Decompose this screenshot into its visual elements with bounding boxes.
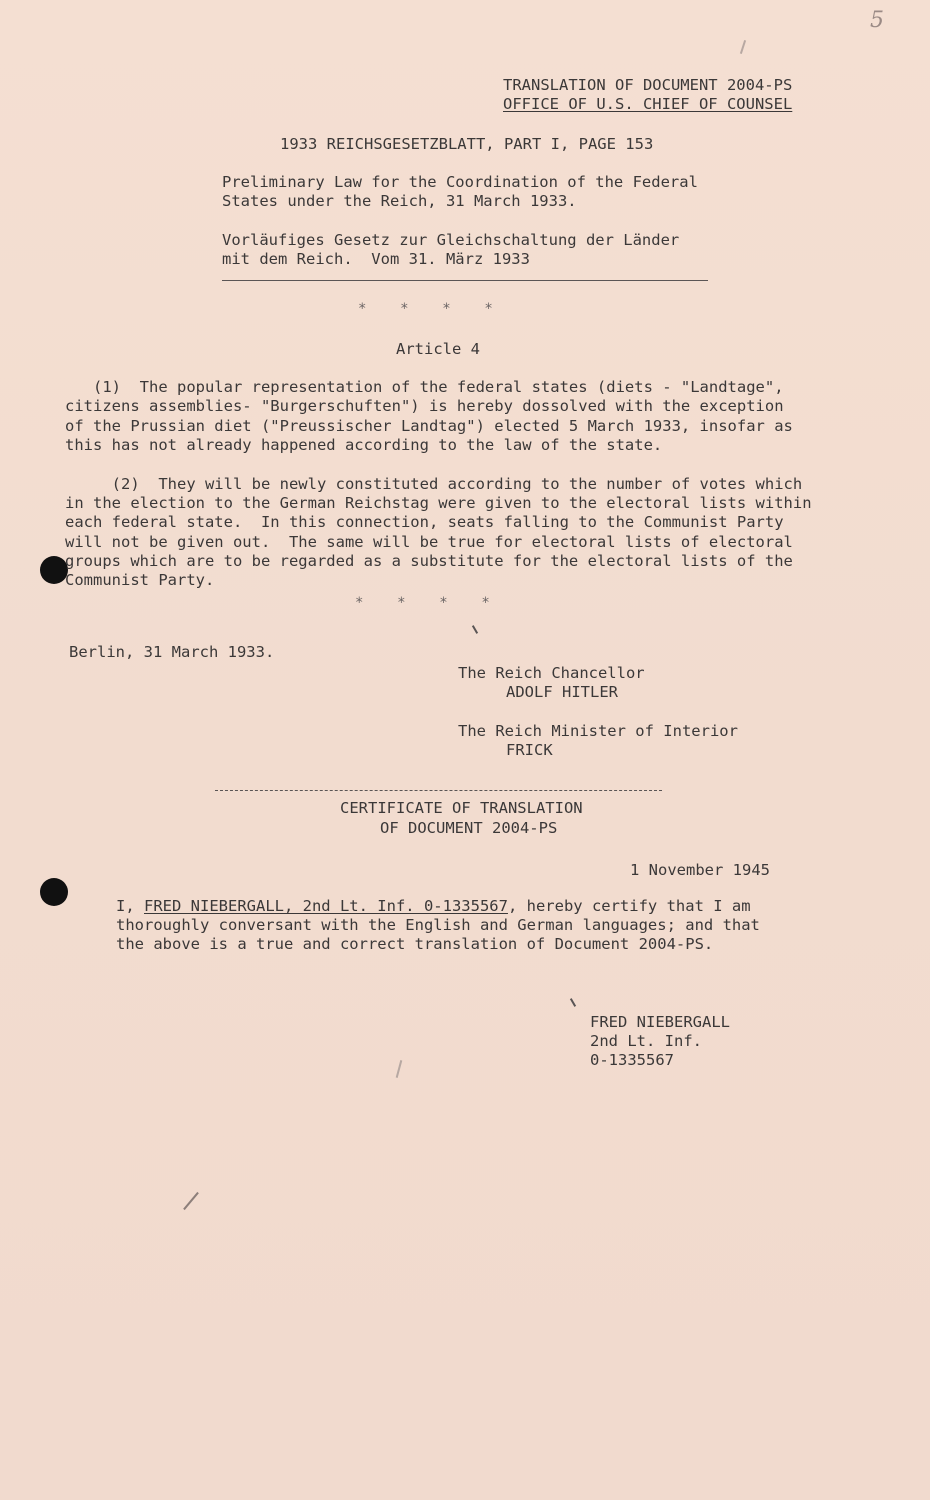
certificate-body-prefix: I, [116, 897, 144, 915]
stray-mark-5 [570, 998, 576, 1007]
header-office-line: OFFICE OF U.S. CHIEF OF COUNSEL [503, 95, 793, 113]
stray-mark-3 [183, 1192, 199, 1210]
title-english-line2: States under the Reich, 31 March 1933. [222, 192, 577, 210]
title-german-line1: Vorläufiges Gesetz zur Gleichschaltung der Länder [222, 231, 680, 249]
title-german-line2: mit dem Reich. Vom 31. März 1933 [222, 250, 530, 268]
certificate-divider [215, 790, 662, 791]
section-stars-top: * * * * [358, 301, 493, 317]
article-para1-line3: of the Prussian diet ("Preussischer Landtag") elected 5 March 1933, insofar as [65, 417, 793, 435]
article-para2-line4: will not be given out. The same will be true for electoral lists of electoral [65, 533, 793, 551]
header-translation-line: TRANSLATION OF DOCUMENT 2004-PS [503, 76, 793, 94]
punch-hole-lower [40, 878, 68, 906]
article-para2-line6: Communist Party. [65, 571, 215, 589]
stray-mark-4 [472, 625, 478, 634]
certificate-date: 1 November 1945 [630, 861, 770, 879]
certificate-body-line1-rest: , hereby certify that I am [507, 897, 751, 915]
certificate-body-line3: the above is a true and correct translation of Document 2004-PS. [116, 935, 714, 953]
title-underline [222, 280, 708, 281]
certificate-translator-id: FRED NIEBERGALL, 2nd Lt. Inf. 0-1335567 [144, 897, 508, 915]
article-para2-line2: in the election to the German Reichstag were given to the electoral lists within [65, 494, 812, 512]
corner-page-mark: 5 [870, 8, 884, 33]
chancellor-title: The Reich Chancellor [458, 664, 645, 682]
chancellor-name: ADOLF HITLER [506, 683, 618, 701]
certificate-body-line2: thoroughly conversant with the English and German languages; and that [116, 916, 760, 934]
article-para1-line4: this has not already happened according to the law of the state. [65, 436, 663, 454]
certificate-heading: CERTIFICATE OF TRANSLATION [340, 799, 583, 817]
article-heading: Article 4 [396, 340, 480, 358]
certificate-subheading: OF DOCUMENT 2004-PS [380, 819, 558, 837]
certificate-body-line1 [116, 897, 751, 916]
stray-mark-2 [396, 1060, 403, 1078]
article-para1-line1: (1) The popular representation of the federal states (diets - "Landtage", [65, 378, 784, 396]
stray-mark-1 [740, 40, 746, 54]
translator-name: FRED NIEBERGALL [590, 1013, 730, 1031]
article-para2-line3: each federal state. In this connection, seats falling to the Communist Party [65, 513, 784, 531]
source-citation: 1933 REICHSGESETZBLATT, PART I, PAGE 153 [280, 135, 654, 153]
minister-title: The Reich Minister of Interior [458, 722, 738, 740]
article-para2-line1: (2) They will be newly constituted according to the number of votes which [65, 475, 803, 493]
place-and-date: Berlin, 31 March 1933. [69, 643, 275, 661]
title-english-line1: Preliminary Law for the Coordination of the Federal [222, 173, 698, 191]
minister-name: FRICK [506, 741, 553, 759]
article-para1-line2: citizens assemblies- "Burgerschuften") is hereby dossolved with the exception [65, 397, 784, 415]
translator-serial: 0-1335567 [590, 1051, 674, 1069]
translator-rank: 2nd Lt. Inf. [590, 1032, 702, 1050]
punch-hole-upper [40, 556, 68, 584]
article-para2-line5: groups which are to be regarded as a substitute for the electoral lists of the [65, 552, 793, 570]
section-stars-bottom: * * * * [355, 595, 490, 611]
